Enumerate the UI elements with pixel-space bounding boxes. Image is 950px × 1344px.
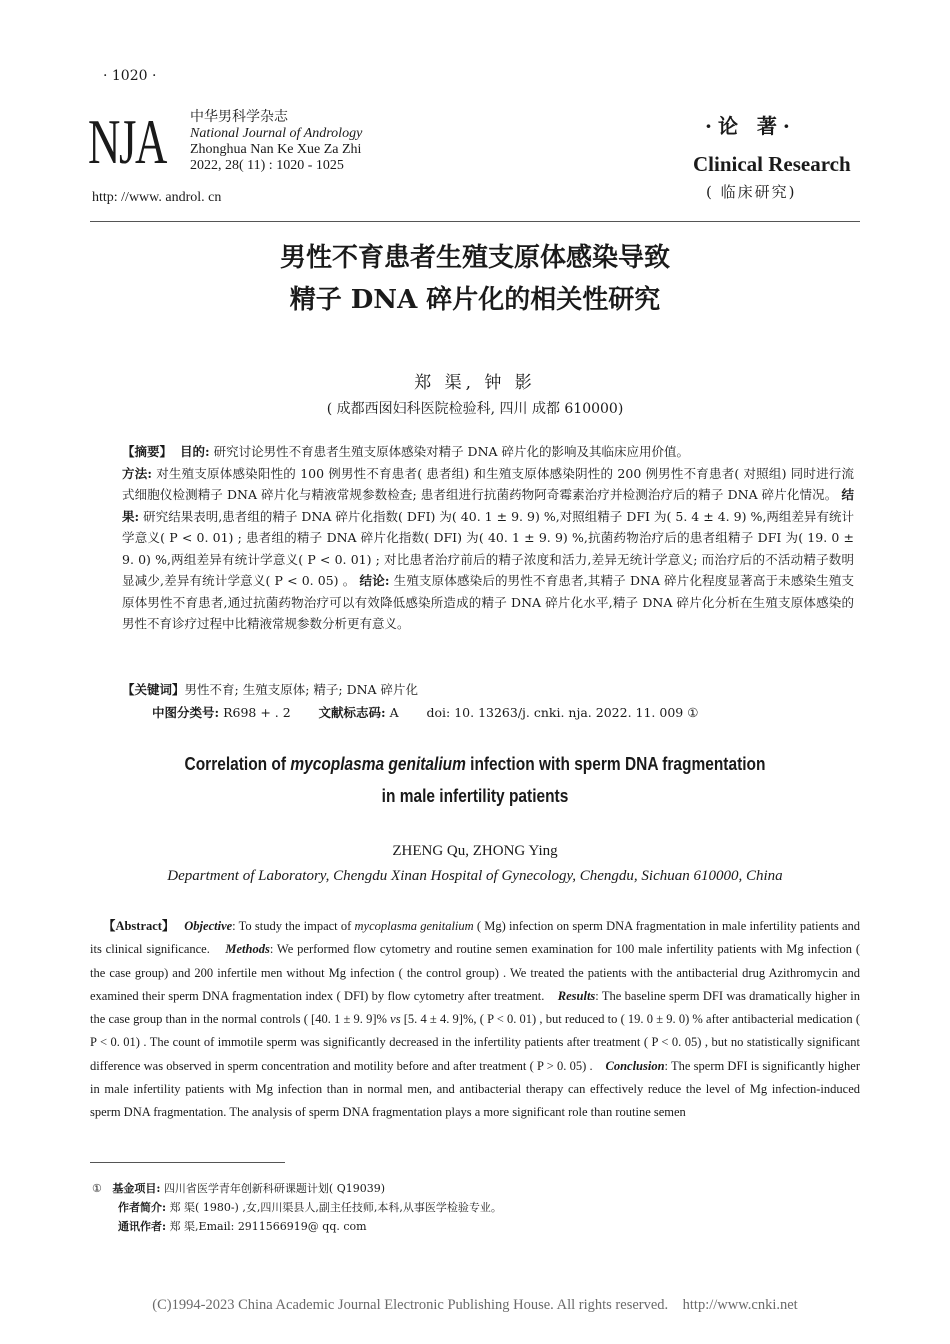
journal-info — [190, 110, 362, 174]
journal-name-pinyin: Zhonghua Nan Ke Xue Za Zhi — [190, 142, 362, 157]
footnote-divider — [90, 1162, 285, 1163]
doc-code-label: 文献标志码: — [318, 705, 386, 720]
objective-en-label: Objective — [184, 919, 233, 933]
journal-url[interactable]: http: //www. androl. cn — [92, 190, 222, 205]
conclusion-en-label: Conclusion — [605, 1058, 665, 1073]
clc-label: 中图分类号: — [152, 705, 220, 720]
conclusion-text: 生殖支原体感染后的男性不育患者,其精子 DNA 碎片化程度显著高于未感染生殖支原体男性不育患者,通过抗菌药物治疗可以有效降低感染所造成的精子 DNA 碎片化水平,精子 DNA 碎片化分析在生殖支原体感染的男性不育诊疗过程中比精液常规参数分析更有意义。 — [122, 573, 855, 631]
copyright-watermark: (C)1994-2023 China Academic Journal Electronic Publishing House. All rights reserved. http://www.cnki.net — [152, 1297, 798, 1313]
results-en-text: [5. 4 ± 4. 9]%, ( P < 0. 01) , but reduced to ( 19. 0 ± 9. 0) % after antibacterial medication ( P < 0. 01) . The count of immotile sperm was significantly decreased in the infertility patients after treatment ( P < 0. 05) , but no statistically significant difference was observed in sperm concentration and motility before and after treatment ( P > 0. 05) . — [90, 1012, 860, 1073]
page-number: · 1020 · — [103, 68, 157, 84]
section-sublabel-cn: ( 临床研究) — [706, 183, 797, 201]
paper-title-en-line1: Correlation of mycoplasma genitalium infection with sperm DNA fragmentation — [184, 754, 766, 774]
footnote-fund: ① 基金项目: 四川省医学青年创新科研课题计划( Q19039) — [92, 1182, 386, 1195]
abstract-en: 【Abstract】 Objective: To study the impact of mycoplasma genitalium ( Mg) infection on sperm DNA fragmentation in male infertility patients and its clinical significance. Methods: We performed flow cytometry and routine semen examination for 100 male infertility patients with Mg infection ( the case group) and 200 infertile men without Mg infection ( the control group) . We treated the patients with the antibacterial drug Azithromycin and examined their sperm DNA fragmentation index ( DFI) by flow cytometry after treatment. Results: The baseline sperm DFI was dramatically higher in the case group than in the normal controls ( [40. 1 ± 9. 9]% vs [5. 4 ± 4. 9]%, ( P < 0. 01) , but reduced to ( 19. 0 ± 9. 0) % after antibacterial medication ( P < 0. 01) . The count of immotile sperm was significantly decreased in the infertility patients after treatment ( P < 0. 05) , but no statistically significant difference was observed in sperm concentration and motility before and after treatment ( P > 0. 05) . Conclusion: The sperm DFI is significantly higher in male infertility patients with Mg infection than in normal men, and antibacterial therapy can effectively reduce the level of Mg infection-induced sperm DNA fragmentation. The analysis of sperm DNA fragmentation plays a more significant role than routine semen — [90, 919, 861, 1120]
section-label-en: Clinical Research — [693, 152, 851, 176]
journal-name-en: National Journal of Andrology — [190, 126, 363, 141]
abstract-en-label: 【Abstract】 — [102, 919, 175, 933]
journal-logo: NJA — [88, 106, 166, 177]
footnote-corresponding: 通讯作者: 郑 渠,Email: 2911566919@ qq. com — [118, 1220, 367, 1233]
clc-value: R698 + . 2 — [223, 705, 291, 720]
authors-cn: 郑 渠, 钟 影 — [414, 373, 536, 393]
paper-title-cn-line1: 男性不育患者生殖支原体感染导致 — [279, 243, 670, 273]
affiliation-en: Department of Laboratory, Chengdu Xinan Hospital of Gynecology, Chengdu, Sichuan 610000, China — [167, 868, 783, 884]
methods-en-label: Methods — [225, 942, 270, 957]
paper-title-cn-line2: 精子 DNA 碎片化的相关性研究 — [289, 285, 661, 315]
keywords — [122, 680, 418, 698]
methods-label: 方法: — [122, 465, 153, 481]
keywords-text: 男性不育; 生殖支原体; 精子; DNA 碎片化 — [184, 682, 419, 697]
authors-en: ZHENG Qu, ZHONG Ying — [392, 843, 558, 859]
methods-en-text: : We performed flow cytometry and routine semen examination for 100 male infertility patients with Mg infection ( the case group) and 200 infertile men without Mg infection ( the control group) . We treated the patients with the antibacterial drug Azithromycin and examined their sperm DNA fragmentation index ( DFI) by flow cytometry after treatment. — [90, 942, 860, 1003]
doc-code-value: A — [389, 705, 399, 720]
section-label-cn: ·论 著· — [705, 114, 796, 138]
affiliation-cn: ( 成都西囡妇科医院检验科, 四川 成都 610000) — [326, 401, 624, 417]
footnote-bio: 作者简介: 郑 渠( 1980-) ,女,四川渠县人,副主任技师,本科,从事医学检验专业。 — [118, 1201, 502, 1214]
results-en-label: Results — [557, 988, 596, 1003]
results-label: 结果: — [122, 487, 854, 524]
objective-label: 目的: — [179, 444, 210, 459]
paper-title-en-line2: in male infertility patients — [381, 786, 569, 806]
methods-text: 对生殖支原体感染阳性的 100 例男性不育患者( 患者组) 和生殖支原体感染阴性的 200 例男性不育患者( 对照组) 同时进行流式细胞仪检测精子 DNA 碎片化与精液常规参数检查; 患者组进行抗菌药物阿奇霉素治疗并检测治疗后的精子 DNA 碎片化情况。 — [122, 465, 854, 502]
abstract-cn — [122, 441, 854, 635]
doi: doi: 10. 13263/j. cnki. nja. 2022. 11. 009 ① — [426, 705, 699, 720]
objective-en-text: ( Mg) infection on sperm DNA fragmentation in male infertility patients and its clinical significance. — [90, 919, 861, 957]
paper-title-en — [144, 748, 806, 812]
journal-name-cn: 中华男科学杂志 — [190, 110, 288, 125]
classification — [152, 703, 698, 721]
journal-citation: 2022, 28( 11) : 1020 - 1025 — [190, 158, 344, 173]
results-text: 研究结果表明,患者组的精子 DNA 碎片化指数( DFI) 为( 40. 1 ± 9. 9) %,对照组精子 DFI 为( 5. 4 ± 4. 9) %,两组差异有统计学意义( P < 0. 01) ; 患者组的精子 DNA 碎片化指数( DFI) 为( 40. 1 ± 9. 9) %,抗菌药物治疗后的患者组精子 DFI 为( 19. 0 ± 9. 0) %,两组差异有统计学意义( P < 0. 01) ; 对比患者治疗前后的精子浓度和活力,差异无统计学意义; 而治疗后的不活动精子数明显减少,差异有统计学意义( P < 0. 05) 。 — [122, 508, 854, 588]
abstract-label: 【摘要】 — [122, 444, 173, 459]
conclusion-en-text: : The sperm DFI is significantly higher in male infertility patients with Mg infection than in normal men, and antibacterial therapy can effectively reduce the level of Mg infection-induced sperm DNA fragmentation. The analysis of sperm DNA fragmentation plays a more significant role than routine semen — [90, 1058, 860, 1120]
keywords-label: 【关键词】 — [122, 682, 185, 697]
header-divider — [90, 221, 860, 222]
objective-text: 研究讨论男性不育患者生殖支原体感染对精子 DNA 碎片化的影响及其临床应用价值。 — [213, 444, 690, 459]
conclusion-label: 结论: — [359, 573, 390, 588]
